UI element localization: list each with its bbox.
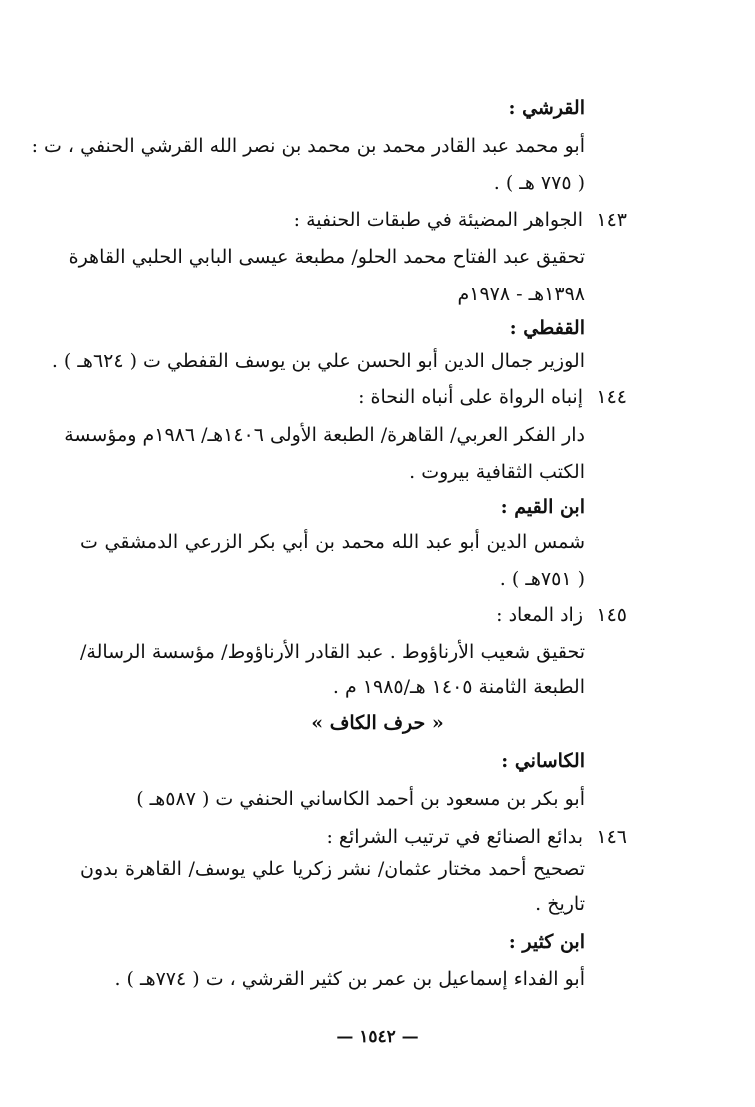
author-heading: الكاساني : <box>501 750 585 772</box>
book-title: زاد المعاد : <box>496 604 583 626</box>
book-edition: الكتب الثقافية بيروت . <box>409 461 585 483</box>
entry-number: ١٤٥ <box>596 604 627 626</box>
entry-number: ١٤٤ <box>596 386 627 408</box>
entry-number: ١٤٣ <box>596 209 627 231</box>
author-bio: أبو بكر بن مسعود بن أحمد الكاساني الحنفي ت ( ٥٨٧هـ ) <box>136 788 585 810</box>
entry-number: ١٤٦ <box>596 826 627 848</box>
author-bio: الوزير جمال الدين أبو الحسن علي بن يوسف القفطي ت ( ٦٢٤هـ ) . <box>51 350 585 372</box>
author-heading: ابن كثير : <box>508 931 585 953</box>
author-bio: أبو محمد عبد القادر محمد بن محمد بن نصر الله القرشي الحنفي ، ت : <box>31 135 585 157</box>
author-bio: شمس الدين أبو عبد الله محمد بن أبي بكر الزرعي الدمشقي ت <box>80 531 585 553</box>
author-heading: ابن القيم : <box>500 496 585 518</box>
page-number: — ١٥٤٢ — <box>336 1027 419 1047</box>
book-title: الجواهر المضيئة في طبقات الحنفية : <box>293 209 583 231</box>
book-edition: تحقيق شعيب الأرناؤوط . عبد القادر الأرناؤوط/ مؤسسة الرسالة/ <box>80 641 585 663</box>
author-bio: ( ٧٥١هـ ) . <box>499 568 585 590</box>
book-edition: دار الفكر العربي/ القاهرة/ الطبعة الأولى ١٤٠٦هـ/ ١٩٨٦م ومؤسسة <box>64 424 585 446</box>
author-bio: ( ٧٧٥ هـ ) . <box>493 172 585 194</box>
book-title: إنباه الرواة على أنباه النحاة : <box>358 386 583 408</box>
book-edition: الطبعة الثامنة ١٤٠٥ هـ/١٩٨٥ م . <box>332 676 585 698</box>
author-heading: القفطي : <box>509 317 585 339</box>
section-heading: « حرف الكاف » <box>311 712 444 734</box>
author-heading: القرشي : <box>508 97 585 119</box>
book-edition: تحقيق عبد الفتاح محمد الحلو/ مطبعة عيسى البابي الحلبي القاهرة <box>68 246 585 268</box>
book-edition: تاريخ . <box>535 893 585 915</box>
book-title: بدائع الصنائع في ترتيب الشرائع : <box>326 826 583 848</box>
author-bio: أبو الفداء إسماعيل بن عمر بن كثير القرشي ، ت ( ٧٧٤هـ ) . <box>114 968 585 990</box>
book-edition: تصحيح أحمد مختار عثمان/ نشر زكريا علي يوسف/ القاهرة بدون <box>80 858 585 880</box>
book-edition: ١٣٩٨هـ - ١٩٧٨م <box>457 283 585 305</box>
